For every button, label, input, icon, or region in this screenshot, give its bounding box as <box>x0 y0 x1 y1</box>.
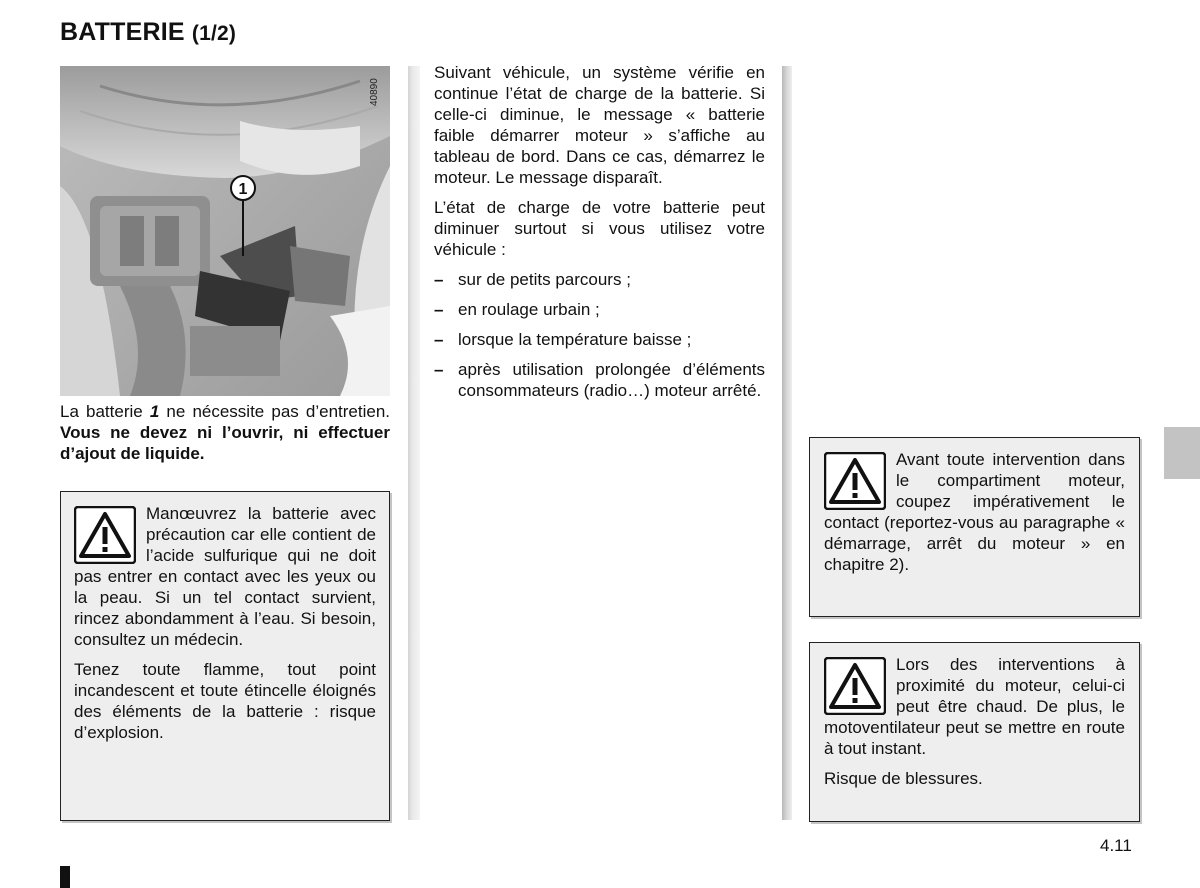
intro-text: La batterie <box>60 402 150 421</box>
warning-box-acid <box>60 491 390 821</box>
list-item: – après utilisation prolongée d’éléments consommateurs (radio…) moteur arrêté. <box>434 359 765 401</box>
warning-text: Manœuvrez la batterie avec précaution car elle contient de l’acide sulfurique qui ne doit pas entrer en contact avec les yeux ou la peau. Si un tel contact survient, rincez abondamment à l’eau. Si besoin, consultez un médecin. <box>74 504 376 649</box>
list-item: – sur de petits parcours ; <box>434 269 765 290</box>
battery-charge-column <box>434 62 765 410</box>
intro-text: ne nécessite pas d’entretien. <box>159 402 390 421</box>
paragraph: Suivant véhicule, un système vérifie en continue l’état de charge de la batterie. Si celle-ci diminue, le message « batterie faible démarrer moteur » s’affiche au tableau de bord. Dans ce cas, démarrez le moteur. Le message disparaît. <box>434 63 765 187</box>
intro-bold-text: Vous ne devez ni l’ouvrir, ni effectuer d’ajout de liquide. <box>60 423 390 463</box>
battery-intro-paragraph <box>60 401 390 464</box>
photo-callout-label: 1 <box>238 181 248 198</box>
page-title-part: (1/2) <box>191 22 237 45</box>
page-number: 4.11 <box>1100 836 1132 855</box>
print-crop-mark <box>60 866 70 888</box>
warning-triangle-icon <box>824 657 886 715</box>
list-item: – lorsque la température baisse ; <box>434 329 765 350</box>
engine-compartment-photo <box>60 66 390 396</box>
figure-code-text: 40890 <box>369 78 380 106</box>
warning-text: Lors des interventions à proximité du moteur, celui-ci peut être chaud. De plus, le motoventilateur peut se mettre en route à tout instant. <box>824 655 1125 758</box>
conditions-list <box>434 269 765 401</box>
warning-text: Avant toute intervention dans le compartiment moteur, coupez impérativement le contact (reportez-vous au paragraphe « démarrage, arrêt du moteur » en chapitre 2). <box>824 450 1125 574</box>
column-separator <box>408 66 420 820</box>
engine-compartment-illustration <box>60 66 390 396</box>
paragraph: L’état de charge de votre batterie peut diminuer surtout si vous utilisez votre véhicule : <box>434 198 765 259</box>
warning-text: Tenez toute flamme, tout point incandescent et toute étincelle éloignés des éléments de la batterie : risque d’explosion. <box>74 660 376 742</box>
list-item: – en roulage urbain ; <box>434 299 765 320</box>
page-title <box>60 18 236 47</box>
page-title-text: BATTERIE <box>60 18 185 46</box>
chapter-thumb-tab <box>1164 427 1200 479</box>
figure-code <box>371 72 385 116</box>
warning-box-heat <box>809 642 1140 822</box>
warning-text: Risque de blessures. <box>824 769 983 788</box>
column-separator <box>782 66 792 820</box>
warning-triangle-icon <box>824 452 886 510</box>
warning-triangle-icon <box>74 506 136 564</box>
intro-ref: 1 <box>149 402 160 421</box>
warning-box-ignition <box>809 437 1140 617</box>
